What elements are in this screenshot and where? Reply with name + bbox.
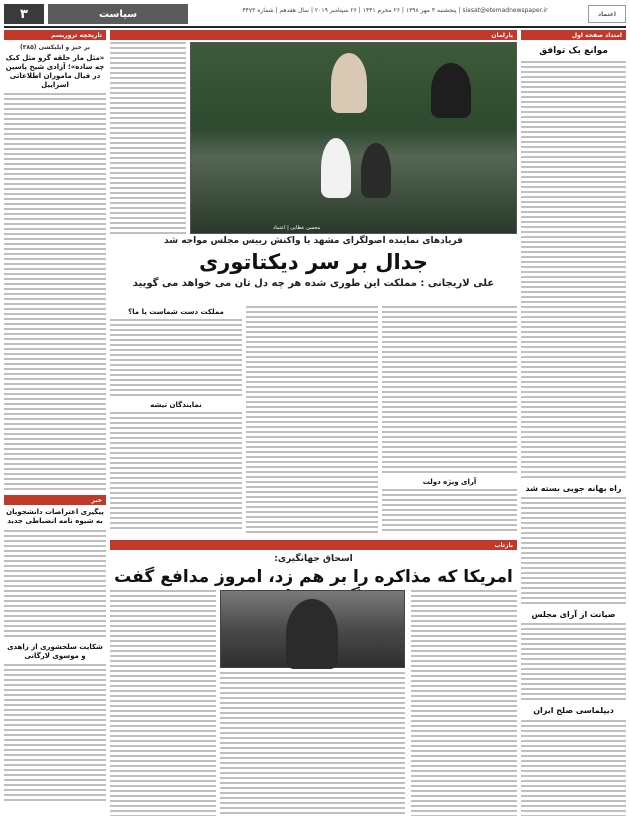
speaker-figure-2 <box>431 63 471 118</box>
right-column <box>521 30 626 816</box>
main-kicker: فریادهای نماینده اصولگرای مشهد با واکنش رییس مجلس مواجه شد <box>164 236 463 246</box>
main-subheadline: علی لاریجانی : مملکت این طوری شده هر چه دل تان می خواهد می گویید <box>132 278 495 289</box>
jahangiri-figure <box>286 599 338 669</box>
left-article-title-2[interactable]: پیگیری اعتراضات دانشجویان به شیوه نامه انضباطی جدید <box>6 508 104 526</box>
right-article-title-3[interactable]: صیانت از آرای مجلس <box>531 610 616 620</box>
newspaper-logo: اعتماد <box>588 5 626 23</box>
main-subtitle-3: آرای ویژه دولت <box>422 478 477 486</box>
right-article-title-1[interactable]: موانع یک توافق <box>539 46 608 56</box>
right-article-title-4[interactable]: دیپلماسی صلح ایران <box>533 706 614 716</box>
section2-tag: بازتاب <box>110 540 517 550</box>
main-headline-block <box>110 236 517 304</box>
section2-kicker: اسحاق جهانگیری: <box>274 554 353 564</box>
left-article-text-2 <box>4 530 106 640</box>
main-article-col-middle <box>246 306 378 536</box>
parliament-photo <box>190 42 517 234</box>
right-article-text-3 <box>521 623 626 703</box>
left-article-subtitle: بر خیز و ابلیکشی (۳۸۵) <box>20 44 90 51</box>
cleric-figure <box>321 138 351 198</box>
right-article-text-1 <box>521 61 626 481</box>
main-article-col-left <box>110 306 242 536</box>
right-article-text-2 <box>521 497 626 607</box>
section-label: سیاست <box>48 4 188 24</box>
main-subtitle-2: نمایندگان تیشه <box>150 401 202 410</box>
left-article-text-3 <box>4 664 106 804</box>
jahangiri-photo <box>220 590 405 668</box>
speaker-figure <box>331 53 367 113</box>
section2-text-left <box>110 590 216 816</box>
header-rule <box>4 26 626 28</box>
page-header <box>4 4 626 24</box>
header-meta: siasat@etemadnewspaper.ir | پنجشنبه ۴ مهر ۱۳۹۸ | ۲۶ محرم ۱۴۴۱ | ۲۶ سپتامبر ۲۰۱۹ | سال هفدهم | شماره ۴۴۷۳ <box>242 7 548 14</box>
left-column-label-2: خبر <box>4 495 106 505</box>
photo-credit: محسن عطایی | اعتماد <box>273 225 321 231</box>
left-article-title-1[interactable]: «مثل مار حلقه گرو مثل کبک چه ساده»؛ آزادی شیخ یاسین در قبال ماموران اطلاعاتی اسراییل <box>5 54 105 90</box>
right-column-label: امتداد صفحه اول <box>521 30 626 40</box>
left-column <box>4 30 106 816</box>
section2-text-center <box>220 672 405 816</box>
main-subtitle-1: مملکت دست شماست یا ما؟ <box>128 308 224 316</box>
left-article-text-1 <box>4 93 106 491</box>
left-column-label: تاریخچه تروریسم <box>4 30 106 40</box>
page-number: ۳ <box>4 4 44 24</box>
section2-headline[interactable]: امریکا که مذاکره را بر هم زد، امروز مدافع گفت <box>114 567 513 587</box>
main-column <box>110 30 517 816</box>
main-section-tag: پارلمان <box>110 30 517 40</box>
main-headline[interactable]: جدال بر سر دیکتاتوری <box>198 250 428 274</box>
deputy-figure <box>361 143 391 198</box>
jahangiri-article <box>110 540 517 816</box>
main-article-intro-text <box>110 42 186 234</box>
left-article-title-3[interactable]: شکایت سلحشوری از زاهدی و موسوی لارگانی <box>7 642 103 660</box>
main-article-col-right <box>382 306 517 536</box>
right-article-title-2[interactable]: راه بهانه جویی بسته شد <box>525 483 622 493</box>
section2-text-right <box>411 590 517 816</box>
right-article-text-4 <box>521 720 626 816</box>
